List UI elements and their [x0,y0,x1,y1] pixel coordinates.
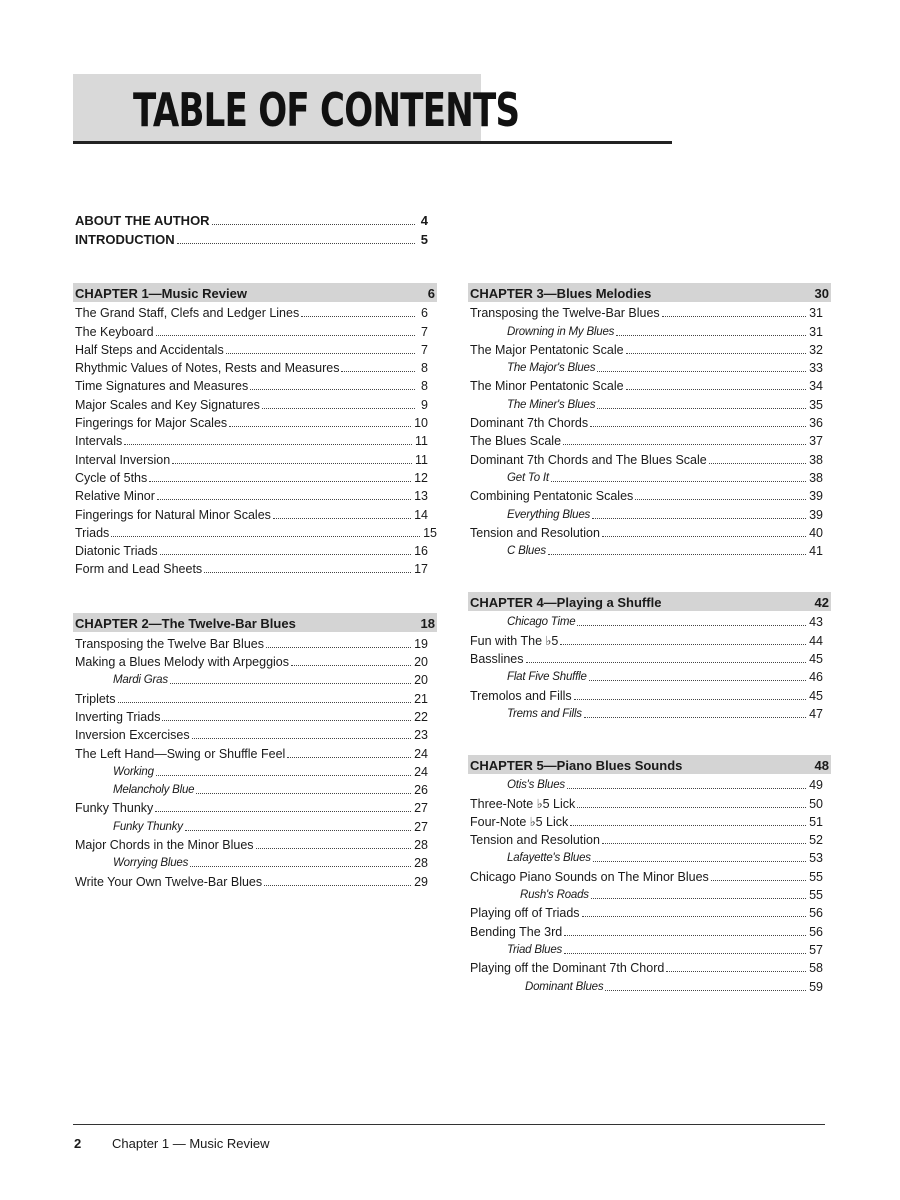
toc-subentry[interactable] [470,612,823,630]
entry-page: 11 [415,452,428,467]
dot-leader [170,683,411,684]
entry-page: 22 [414,709,428,724]
toc-entry[interactable] [75,486,428,504]
dot-leader [196,793,411,794]
chapter-heading[interactable] [73,283,437,302]
chapter-page: 42 [814,595,829,611]
entry-page: 20 [414,673,428,688]
dot-leader [185,830,411,831]
toc-entry[interactable] [470,340,823,358]
dot-leader [591,898,806,899]
entry-page: 31 [809,324,823,339]
dot-leader [192,738,411,739]
chapter-page: 48 [814,757,829,773]
toc-entry[interactable] [75,413,428,431]
entry-page: 24 [414,746,428,761]
chapter-title: CHAPTER 5—Piano Blues Sounds [470,757,683,773]
entry-title: Major Chords in the Minor Blues [75,838,254,853]
chapter-2 [73,613,437,889]
toc-entry[interactable] [75,633,428,651]
entry-title: Tension and Resolution [470,833,600,848]
entry-title: Rush's Roads [520,889,589,902]
entry-page: 44 [809,633,823,648]
entry-page: 7 [421,324,428,339]
entry-title: The Blues Scale [470,434,562,449]
dot-leader [155,811,411,812]
toc-subentry[interactable] [470,885,823,903]
dot-leader [662,316,806,317]
entry-title: Funky Thunky [75,801,154,816]
entry-page: 32 [809,342,823,357]
toc-subentry[interactable] [75,780,428,798]
toc-subentry[interactable] [470,667,823,685]
dot-leader [577,807,806,808]
entry-title: Otis's Blues [507,779,565,792]
entry-page: 58 [809,961,823,976]
entry-page: 11 [415,434,428,449]
dot-leader [111,536,420,537]
entry-title: Working [113,765,154,778]
entry-title: Transposing the Twelve-Bar Blues [470,306,660,321]
dot-leader [177,243,415,244]
dot-leader [291,665,411,666]
chapter-heading[interactable] [468,592,831,611]
toc-subentry[interactable] [75,853,428,871]
toc-entry[interactable] [75,798,428,816]
entry-title: Basslines [470,652,524,667]
entry-page: 47 [809,706,823,721]
toc-subentry[interactable] [75,762,428,780]
dot-leader [156,335,415,336]
toc-subentry[interactable] [75,816,428,834]
entry-title: C Blues [507,545,546,558]
entry-title: Dominant Blues [525,980,604,993]
entry-title: ABOUT THE AUTHOR [75,213,210,228]
chapter-title: CHAPTER 1—Music Review [75,286,247,301]
entry-title: Triplets [75,691,116,706]
toc-entry[interactable] [75,743,428,761]
entry-title: Drowning in My Blues [507,325,615,338]
toc-subentry[interactable] [470,848,823,866]
entry-page: 14 [414,507,428,522]
toc-entry[interactable] [470,431,823,449]
entry-page: 45 [809,652,823,667]
toc-subentry[interactable] [470,976,823,994]
entry-title: Funky Thunky [113,820,183,833]
entry-title: The Major Pentatonic Scale [470,342,624,357]
toc-entry[interactable] [75,835,428,853]
chapter-page: 18 [420,616,435,632]
entry-page: 56 [809,906,823,921]
entry-title: The Miner's Blues [507,398,596,411]
dot-leader [172,463,412,464]
entry-title: Melancholy Blue [113,784,195,797]
entry-title: Form and Lead Sheets [75,562,203,577]
toc-entry-introduction[interactable] [75,229,428,248]
toc-entry[interactable] [75,688,428,706]
dot-leader [266,647,411,648]
toc-entry[interactable] [75,652,428,670]
entry-page: 24 [414,764,428,779]
dot-leader [602,536,806,537]
toc-subentry[interactable] [470,394,823,412]
toc-subentry[interactable] [470,541,823,559]
entry-title: Dominant 7th Chords and The Blues Scale [470,452,707,467]
entry-title: The Major's Blues [507,362,596,375]
toc-entry[interactable] [75,303,428,321]
chapter-page: 6 [427,286,435,301]
entry-title: Tension and Resolution [470,525,600,540]
entry-page: 53 [809,851,823,866]
entry-page: 20 [414,655,428,670]
entry-page: 50 [809,796,823,811]
entry-title: Flat Five Shuffle [507,671,587,684]
chapter-title: CHAPTER 3—Blues Melodies [470,286,652,301]
dot-leader [256,848,412,849]
toc-entry[interactable] [470,958,823,976]
footer-page-number: 2 [74,1136,82,1151]
chapter-title: CHAPTER 4—Playing a Shuffle [470,595,662,611]
entry-title: Worrying Blues [113,857,189,870]
entry-page: 55 [809,869,823,884]
entry-title: Playing off the Dominant 7th Chord [470,961,665,976]
entry-page: 4 [420,213,428,228]
entry-page: 6 [421,306,428,321]
dot-leader [567,788,806,789]
toc-entry[interactable] [75,431,428,449]
dot-leader [273,518,411,519]
entry-page: 7 [421,342,428,357]
entry-page: 21 [414,691,428,706]
entry-title: Bending The 3rd [470,924,563,939]
entry-title: Fun with The ♭5 [470,633,559,648]
entry-title: Relative Minor [75,489,155,504]
toc-entry[interactable] [75,321,428,339]
footer-rule [73,1124,825,1125]
toc-entry[interactable] [75,504,428,522]
entry-title: Combining Pentatonic Scales [470,489,634,504]
entry-page: 38 [809,452,823,467]
dot-leader [626,353,807,354]
entry-page: 27 [414,819,428,834]
entry-page: 12 [414,470,428,485]
entry-title: Mardi Gras [113,674,168,687]
entry-title: Time Signatures and Measures [75,379,249,394]
dot-leader [548,554,806,555]
toc-entry-about-author[interactable] [75,210,428,229]
entry-page: 55 [809,888,823,903]
left-column [73,283,437,890]
dot-leader [563,444,806,445]
toc-entry[interactable] [470,523,823,541]
entry-title: Inversion Excercises [75,728,190,743]
dot-leader [590,426,806,427]
entry-title: Inverting Triads [75,709,161,724]
entry-title: Rhythmic Values of Notes, Rests and Measures [75,361,340,376]
dot-leader [124,444,412,445]
entry-title: The Grand Staff, Clefs and Ledger Lines [75,306,300,321]
entry-page: 10 [414,416,428,431]
entry-page: 19 [414,636,428,651]
toc-entry[interactable] [470,921,823,939]
entry-title: Lafayette's Blues [507,852,591,865]
dot-leader [589,680,806,681]
toc-subentry[interactable] [470,468,823,486]
entry-page: 45 [809,688,823,703]
entry-title: Get To It [507,471,549,484]
entry-page: 31 [809,306,823,321]
dot-leader [560,644,806,645]
entry-page: 36 [809,416,823,431]
entry-title: Fingerings for Major Scales [75,416,228,431]
dot-leader [582,916,807,917]
entry-title: Triads [75,525,110,540]
chapter-5 [468,755,831,995]
title-rule [73,141,672,144]
entry-title: Chicago Piano Sounds on The Minor Blues [470,869,709,884]
dot-leader [212,224,415,225]
entry-page: 57 [809,942,823,957]
entry-page: 27 [414,801,428,816]
entry-title: Three-Note ♭5 Lick [470,796,576,811]
entry-page: 8 [421,379,428,394]
toc-subentry[interactable] [470,321,823,339]
dot-leader [577,625,806,626]
chapter-heading[interactable] [468,755,831,774]
entry-page: 8 [421,361,428,376]
entry-page: 16 [414,544,428,559]
dot-leader [149,481,411,482]
dot-leader [526,662,807,663]
dot-leader [592,518,806,519]
toc-subentry[interactable] [470,775,823,793]
toc-subentry[interactable] [75,670,428,688]
chapter-page: 30 [814,286,829,301]
toc-entry[interactable] [75,707,428,725]
entry-title: The Minor Pentatonic Scale [470,379,624,394]
dot-leader [574,699,806,700]
entry-title: Major Scales and Key Signatures [75,397,260,412]
entry-page: 52 [809,833,823,848]
chapter-3 [468,283,831,559]
dot-leader [301,316,415,317]
dot-leader [626,389,807,390]
entry-title: Everything Blues [507,508,591,521]
toc-subentry[interactable] [470,358,823,376]
toc-entry[interactable] [75,559,428,577]
dot-leader [264,885,411,886]
toc-entry[interactable] [75,725,428,743]
dot-leader [616,335,806,336]
entry-page: 33 [809,361,823,376]
entry-page: 51 [809,814,823,829]
entry-title: Intervals [75,434,123,449]
entry-page: 38 [809,470,823,485]
dot-leader [162,720,411,721]
entry-title: Write Your Own Twelve-Bar Blues [75,874,263,889]
dot-leader [229,426,411,427]
dot-leader [204,572,411,573]
entry-page: 17 [414,562,428,577]
dot-leader [226,353,415,354]
toc-entry[interactable] [470,812,823,830]
dot-leader [709,463,806,464]
entry-page: 40 [809,525,823,540]
dot-leader [570,825,806,826]
entry-title: Interval Inversion [75,452,171,467]
entry-page: 39 [809,489,823,504]
entry-page: 46 [809,670,823,685]
entry-page: 9 [421,397,428,412]
toc-entry[interactable] [75,394,428,412]
entry-page: 13 [414,489,428,504]
toc-entry[interactable] [75,358,428,376]
dot-leader [564,953,806,954]
entry-page: 34 [809,379,823,394]
toc-entry[interactable] [75,468,428,486]
entry-page: 37 [809,434,823,449]
footer-running-title: Chapter 1 — Music Review [112,1136,270,1151]
entry-title: The Left Hand—Swing or Shuffle Feel [75,746,286,761]
dot-leader [602,843,806,844]
entry-page: 23 [414,728,428,743]
entry-page: 29 [414,874,428,889]
dot-leader [711,880,806,881]
entry-title: Half Steps and Accidentals [75,342,224,357]
dot-leader [118,702,412,703]
dot-leader [597,371,806,372]
entry-title: Triad Blues [507,943,563,956]
entry-title: Tremolos and Fills [470,688,572,703]
dot-leader [190,866,411,867]
dot-leader [262,408,415,409]
dot-leader [551,481,806,482]
entry-title: Trems and Fills [507,707,582,720]
right-column [468,283,831,995]
toc-entry[interactable] [470,830,823,848]
toc-subentry[interactable] [470,504,823,522]
chapter-4 [468,592,831,722]
entry-title: The Keyboard [75,324,154,339]
entry-page: 28 [414,838,428,853]
dot-leader [635,499,806,500]
entry-title: Diatonic Triads [75,544,158,559]
dot-leader [666,971,806,972]
dot-leader [250,389,415,390]
entry-title: INTRODUCTION [75,232,175,247]
front-matter [75,210,428,248]
toc-entry[interactable] [75,541,428,559]
toc-entry[interactable] [75,523,437,541]
entry-title: Making a Blues Melody with Arpeggios [75,655,290,670]
toc-entry[interactable] [470,449,823,467]
toc-entry[interactable] [75,376,428,394]
dot-leader [584,717,806,718]
toc-entry[interactable] [75,449,428,467]
entry-title: Transposing the Twelve Bar Blues [75,636,264,651]
toc-entry[interactable] [470,793,823,811]
dot-leader [593,861,806,862]
dot-leader [157,499,411,500]
entry-page: 5 [420,232,428,247]
toc-entry[interactable] [470,303,823,321]
entry-title: Fingerings for Natural Minor Scales [75,507,271,522]
entry-page: 28 [414,856,428,871]
toc-entry[interactable] [470,630,823,648]
chapter-title: CHAPTER 2—The Twelve-Bar Blues [75,616,296,632]
chapter-1 [73,283,437,577]
dot-leader [564,935,806,936]
toc-entry[interactable] [470,486,823,504]
entry-page: 41 [809,544,823,559]
toc-entry[interactable] [75,871,428,889]
page-title: TABLE OF CONTENTS [133,83,520,137]
chapter-heading[interactable] [73,613,437,632]
entry-page: 59 [809,979,823,994]
entry-page: 26 [414,783,428,798]
entry-page: 39 [809,507,823,522]
dot-leader [287,757,411,758]
entry-page: 15 [423,525,437,540]
toc-subentry[interactable] [470,704,823,722]
toc-entry[interactable] [75,340,428,358]
toc-entry[interactable] [470,649,823,667]
entry-page: 56 [809,924,823,939]
entry-title: Playing off of Triads [470,906,580,921]
toc-entry[interactable] [470,866,823,884]
entry-page: 35 [809,397,823,412]
entry-title: Chicago Time [507,616,576,629]
chapter-heading[interactable] [468,283,831,302]
entry-title: Dominant 7th Chords [470,416,589,431]
entry-title: Four-Note ♭5 Lick [470,814,569,829]
dot-leader [156,775,411,776]
dot-leader [160,554,411,555]
dot-leader [605,990,806,991]
entry-title: Cycle of 5ths [75,470,148,485]
dot-leader [597,408,806,409]
dot-leader [341,371,415,372]
toc-entry[interactable] [470,413,823,431]
toc-entry[interactable] [470,903,823,921]
toc-entry[interactable] [470,376,823,394]
toc-subentry[interactable] [470,940,823,958]
entry-page: 49 [809,778,823,793]
toc-entry[interactable] [470,685,823,703]
entry-page: 43 [809,615,823,630]
